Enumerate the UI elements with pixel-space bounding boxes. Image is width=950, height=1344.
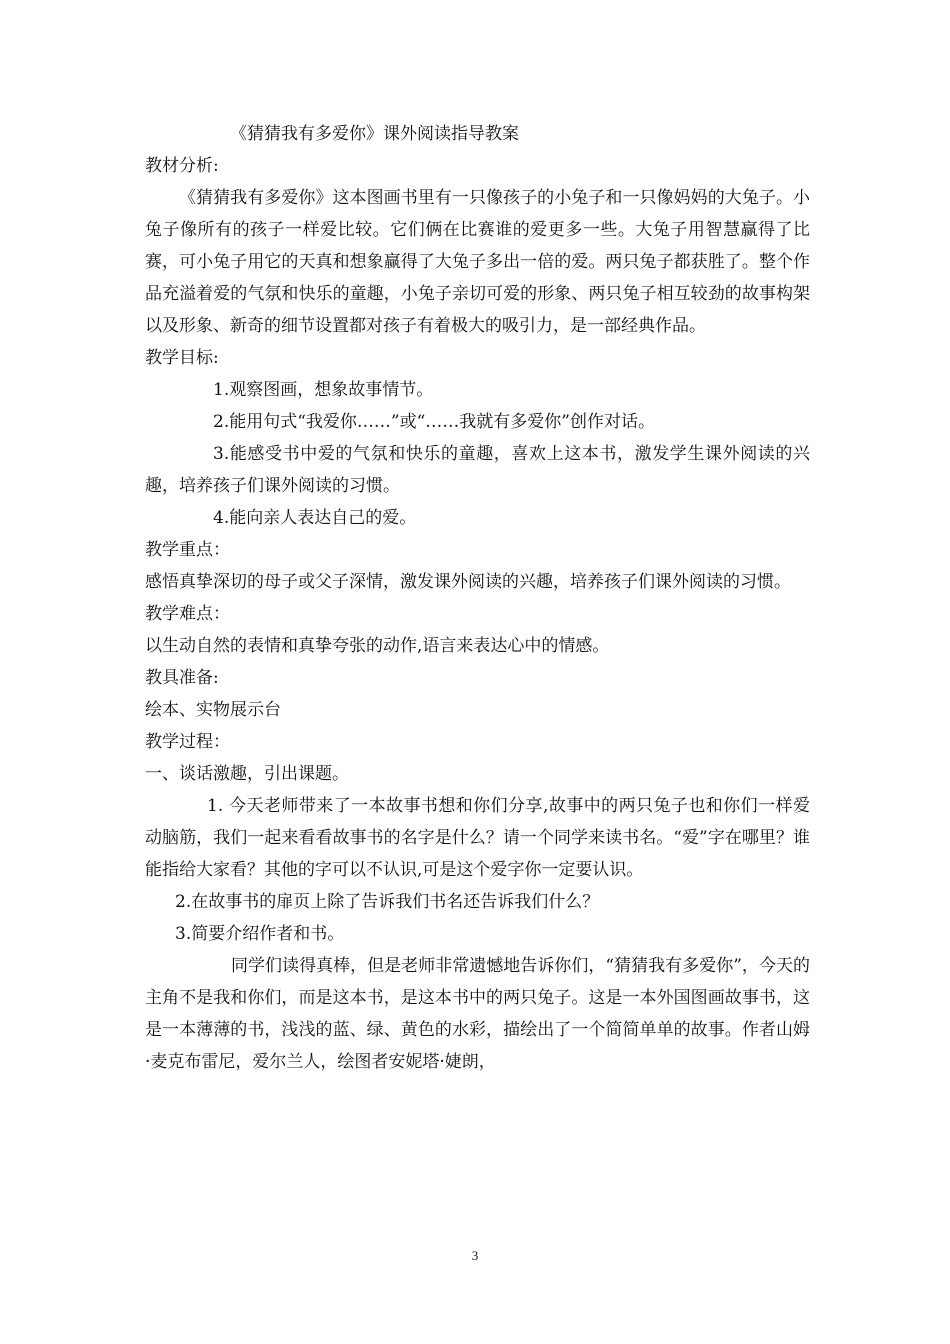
document-title: 《猜猜我有多爱你》课外阅读指导教案 — [230, 124, 519, 144]
goal-item: 4.能向亲人表达自己的爱。 — [213, 508, 417, 528]
process-step-heading: 一、谈话激趣，引出课题。 — [145, 764, 349, 784]
analysis-heading: 教材分析: — [145, 156, 219, 176]
goal-item: 1.观察图画，想象故事情节。 — [213, 380, 434, 400]
process-step-item: 2.在故事书的扉页上除了告诉我们书名还告诉我们什么？ — [175, 892, 600, 912]
document-body — [145, 118, 810, 1078]
goal-item: 2.能用句式“我爱你……”或“……我就有多爱你”创作对话。 — [213, 412, 655, 432]
process-step-item: 1. 今天老师带来了一本故事书想和你们分享,故事中的两只兔子也和你们一样爱动脑筋，我们一起来看看故事书的名字是什么？请一个同学来读书名。“爱”字在哪里？谁能指给大家看？其他的字可以不认识,可是这个爱字你一定要认识。 — [145, 796, 810, 880]
page-number: 3 — [471, 1248, 479, 1263]
process-step-item: 3.简要介绍作者和书。 — [175, 924, 345, 944]
tools-text: 绘本、实物展示台 — [145, 700, 281, 720]
difficulty-text: 以生动自然的表情和真挚夸张的动作,语言来表达心中的情感。 — [145, 636, 610, 656]
difficulty-heading: 教学难点： — [145, 604, 230, 624]
intro-paragraph: 同学们读得真棒，但是老师非常遗憾地告诉你们，“猜猜我有多爱你”，今天的主角不是我和你们，而是这本书，是这本书中的两只兔子。这是一本外国图画故事书，这是一本薄薄的书，浅浅的蓝、绿、黄色的水彩，描绘出了一个简简单单的故事。作者山姆·麦克布雷尼，爱尔兰人，绘图者安妮塔·婕朗， — [145, 956, 810, 1072]
tools-heading: 教具准备: — [145, 668, 219, 688]
goals-heading: 教学目标: — [145, 348, 219, 368]
goal-item: 3.能感受书中爱的气氛和快乐的童趣，喜欢上这本书，激发学生课外阅读的兴趣，培养孩子们课外阅读的习惯。 — [145, 444, 810, 496]
process-heading: 教学过程： — [145, 732, 230, 752]
analysis-paragraph: 《猜猜我有多爱你》这本图画书里有一只像孩子的小兔子和一只像妈妈的大兔子。小兔子像所有的孩子一样爱比较。它们俩在比赛谁的爱更多一些。大兔子用智慧赢得了比赛，可小兔子用它的天真和想象赢得了大兔子多出一倍的爱。两只兔子都获胜了。整个作品充溢着爱的气氛和快乐的童趣，小兔子亲切可爱的形象、两只兔子相互较劲的故事构架以及形象、新奇的细节设置都对孩子有着极大的吸引力，是一部经典作品。 — [145, 188, 810, 336]
key-points-text: 感悟真挚深切的母子或父子深情，激发课外阅读的兴趣，培养孩子们课外阅读的习惯。 — [145, 572, 791, 592]
key-points-heading: 教学重点： — [145, 540, 230, 560]
